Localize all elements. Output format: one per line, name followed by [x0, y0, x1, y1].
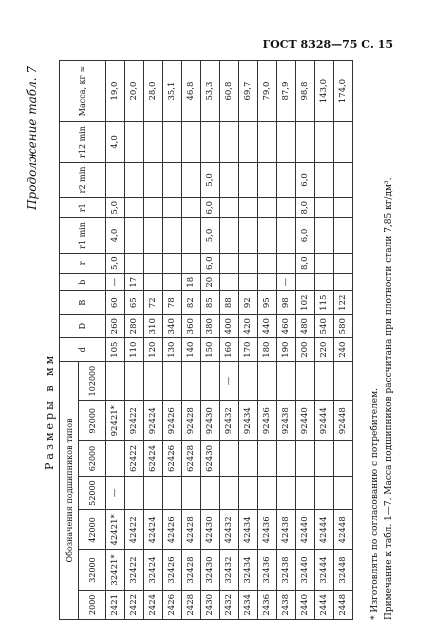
table-cell — [334, 441, 353, 476]
table-cell: 540 — [315, 314, 334, 337]
table-cell: 69,7 — [239, 61, 258, 122]
table-cell: 2424 — [144, 590, 163, 619]
table-cell: 53,3 — [201, 61, 220, 122]
table-cell: 92421* — [106, 401, 125, 441]
table-row — [315, 61, 334, 620]
table-cell — [144, 162, 163, 197]
table-cell: 240 — [334, 338, 353, 361]
table-cell — [125, 218, 144, 253]
table-cell: 32436 — [258, 550, 277, 590]
table-cell: 32438 — [277, 550, 296, 590]
table-cell — [220, 218, 239, 253]
table-cell: 180 — [258, 338, 277, 361]
table-cell: 310 — [144, 314, 163, 337]
table-cell: 2428 — [182, 590, 201, 619]
table-cell: 420 — [239, 314, 258, 337]
table-cell: 32432 — [220, 550, 239, 590]
table-cell — [201, 361, 220, 400]
table-cell: 2440 — [296, 590, 315, 619]
table-cell: 170 — [239, 338, 258, 361]
table-cell: 92448 — [334, 401, 353, 441]
table-cell — [315, 197, 334, 217]
table-cell: 62426 — [163, 441, 182, 476]
type-header: 42000 — [79, 510, 106, 550]
table-cell: 2438 — [277, 590, 296, 619]
table-cell — [334, 122, 353, 163]
table-cell — [258, 361, 277, 400]
table-cell: 4,0 — [106, 122, 125, 163]
table-cell: 5,0 — [106, 197, 125, 217]
table-cell — [334, 253, 353, 273]
table-cell — [277, 197, 296, 217]
table-cell — [334, 274, 353, 291]
table-cell — [258, 441, 277, 476]
table-cell: 92444 — [315, 401, 334, 441]
table-cell — [258, 122, 277, 163]
table-cell — [182, 122, 201, 163]
table-cell: 42436 — [258, 510, 277, 550]
table-cell: 6,0 — [201, 197, 220, 217]
table-cell: 32448 — [334, 550, 353, 590]
table-cell: — — [220, 361, 239, 400]
table-cell: 19,0 — [106, 61, 125, 122]
table-row — [182, 61, 201, 620]
table-cell: 380 — [201, 314, 220, 337]
table-cell: 92 — [239, 291, 258, 314]
table-cell: 92430 — [201, 401, 220, 441]
table-cell — [296, 361, 315, 400]
table-cell — [220, 253, 239, 273]
table-cell: 2421 — [106, 590, 125, 619]
table-cell — [182, 218, 201, 253]
table-cell: 400 — [220, 314, 239, 337]
table-cell — [144, 253, 163, 273]
table-cell — [220, 274, 239, 291]
table-cell — [315, 253, 334, 273]
table-cell: 2422 — [125, 590, 144, 619]
table-cell — [182, 162, 201, 197]
table-cell — [106, 441, 125, 476]
table-cell — [125, 197, 144, 217]
table-cell — [239, 361, 258, 400]
table-cell: 2426 — [163, 590, 182, 619]
table-cell: 85 — [201, 291, 220, 314]
table-cell: 440 — [258, 314, 277, 337]
table-cell — [220, 122, 239, 163]
table-cell: 5,0 — [106, 253, 125, 273]
table-cell: 92426 — [163, 401, 182, 441]
dim-header: r — [60, 253, 106, 273]
table-cell — [125, 476, 144, 510]
table-cell: 102 — [296, 291, 315, 314]
table-cell: 28,0 — [144, 61, 163, 122]
table-cell: 92422 — [125, 401, 144, 441]
table-cell — [182, 253, 201, 273]
notes — [368, 178, 396, 620]
dim-header: r1 min — [60, 218, 106, 253]
bearing-table — [59, 60, 353, 620]
table-cell: 260 — [106, 314, 125, 337]
table-cell — [201, 476, 220, 510]
table-cell: 87,9 — [277, 61, 296, 122]
table-cell: 2444 — [315, 590, 334, 619]
table-cell: 42428 — [182, 510, 201, 550]
table-cell — [334, 476, 353, 510]
table-row — [201, 61, 220, 620]
table-cell — [125, 361, 144, 400]
table-cell — [277, 476, 296, 510]
table-cell — [334, 197, 353, 217]
table-cell: 42426 — [163, 510, 182, 550]
table-cell — [239, 218, 258, 253]
table-cell — [239, 274, 258, 291]
table-cell — [144, 197, 163, 217]
table-cell — [296, 441, 315, 476]
table-cell: 32422 — [125, 550, 144, 590]
table-row — [163, 61, 182, 620]
table-cell: 92434 — [239, 401, 258, 441]
table-cell: 2432 — [220, 590, 239, 619]
table-cell — [163, 476, 182, 510]
table-cell: 46,8 — [182, 61, 201, 122]
table-cell: 98 — [277, 291, 296, 314]
table-cell — [220, 197, 239, 217]
table-cell: 120 — [144, 338, 163, 361]
table-cell — [239, 122, 258, 163]
table-cell — [315, 274, 334, 291]
table-cell: 62422 — [125, 441, 144, 476]
table-cell — [201, 122, 220, 163]
table-row — [106, 61, 125, 620]
table-cell: 42444 — [315, 510, 334, 550]
table-cell: 143,0 — [315, 61, 334, 122]
table-cell — [258, 197, 277, 217]
table-cell — [163, 361, 182, 400]
table-cell — [239, 476, 258, 510]
table-cell: 62430 — [201, 441, 220, 476]
table-cell: 580 — [334, 314, 353, 337]
table-row — [277, 61, 296, 620]
table-cell: 17 — [125, 274, 144, 291]
table-cell — [239, 441, 258, 476]
table-cell — [315, 122, 334, 163]
table-row — [144, 61, 163, 620]
table-cell: 72 — [144, 291, 163, 314]
table-cell: 42424 — [144, 510, 163, 550]
dim-header: B — [60, 291, 106, 314]
table-cell — [220, 476, 239, 510]
dim-header: D — [60, 314, 106, 337]
table-cell: 32426 — [163, 550, 182, 590]
table-cell: 110 — [125, 338, 144, 361]
table-cell: 42438 — [277, 510, 296, 550]
table-cell: 2434 — [239, 590, 258, 619]
table-cell: 42434 — [239, 510, 258, 550]
table-row — [220, 61, 239, 620]
table-cell — [125, 122, 144, 163]
table-cell: 8,0 — [296, 197, 315, 217]
table-cell: 92424 — [144, 401, 163, 441]
table-cell — [106, 361, 125, 400]
dim-header: r1 — [60, 197, 106, 217]
table-cell: 5,0 — [201, 218, 220, 253]
dim-header: r12 min — [60, 122, 106, 163]
table-cell: 62424 — [144, 441, 163, 476]
table-cell: 60 — [106, 291, 125, 314]
type-header: 32000 — [79, 550, 106, 590]
dim-header: b — [60, 274, 106, 291]
page-header: ГОСТ 8328—75 С. 15 — [262, 38, 393, 51]
table-cell — [296, 274, 315, 291]
table-cell: 20,0 — [125, 61, 144, 122]
table-cell: 6,0 — [201, 253, 220, 273]
table-cell: 32421* — [106, 550, 125, 590]
table-cell: 174,0 — [334, 61, 353, 122]
table-cell — [258, 218, 277, 253]
table-cell: 65 — [125, 291, 144, 314]
table-cell: 35,1 — [163, 61, 182, 122]
table-cell — [315, 476, 334, 510]
table-cell — [182, 476, 201, 510]
table-cell: 60,8 — [220, 61, 239, 122]
table-cell — [334, 361, 353, 400]
table-cell: 32434 — [239, 550, 258, 590]
type-header: 2000 — [79, 590, 106, 619]
table-cell — [277, 253, 296, 273]
table-cell: 32430 — [201, 550, 220, 590]
table-cell: 82 — [182, 291, 201, 314]
table-cell — [315, 361, 334, 400]
table-cell — [144, 274, 163, 291]
dim-header: r2 min — [60, 162, 106, 197]
type-header: 62000 — [79, 441, 106, 476]
table-cell — [163, 274, 182, 291]
table-cell — [315, 162, 334, 197]
table-cell: 42422 — [125, 510, 144, 550]
table-cell: 190 — [277, 338, 296, 361]
table-cell: 78 — [163, 291, 182, 314]
table-cell: 92432 — [220, 401, 239, 441]
table-cell — [125, 253, 144, 273]
table-cell — [163, 122, 182, 163]
table-cell: 32440 — [296, 550, 315, 590]
table-cell: 42440 — [296, 510, 315, 550]
table-cell: 280 — [125, 314, 144, 337]
table-cell — [144, 122, 163, 163]
table-cell — [315, 441, 334, 476]
table-row — [239, 61, 258, 620]
table-cell: 98,8 — [296, 61, 315, 122]
table-cell: 460 — [277, 314, 296, 337]
table-cell — [163, 162, 182, 197]
table-cell — [144, 218, 163, 253]
table-cell — [277, 122, 296, 163]
table-cell: 32424 — [144, 550, 163, 590]
table-cell: 360 — [182, 314, 201, 337]
table-cell — [239, 253, 258, 273]
table-cell: 92440 — [296, 401, 315, 441]
table-cell — [296, 476, 315, 510]
table-cell — [239, 162, 258, 197]
table-cell: 95 — [258, 291, 277, 314]
table-cell: — — [106, 476, 125, 510]
table-cell — [144, 361, 163, 400]
table-cell: 130 — [163, 338, 182, 361]
table-cell — [277, 361, 296, 400]
table-cell: 2430 — [201, 590, 220, 619]
designations-caption: Обозначения подшипников типов — [60, 361, 79, 619]
table-cell: — — [277, 274, 296, 291]
table-cell: 2448 — [334, 590, 353, 619]
table-cell — [277, 218, 296, 253]
table-cell: 92438 — [277, 401, 296, 441]
type-header: 92000 — [79, 401, 106, 441]
table-cell: 140 — [182, 338, 201, 361]
table-cell: 92436 — [258, 401, 277, 441]
table-cell: 8,0 — [296, 253, 315, 273]
table-title: Продолжение табл. 7 — [25, 66, 39, 210]
table-cell: 2436 — [258, 590, 277, 619]
sizes-caption: Размеры в мм — [43, 352, 56, 470]
table-cell — [277, 162, 296, 197]
table-cell: 160 — [220, 338, 239, 361]
table-cell: 6,0 — [296, 218, 315, 253]
table-cell: 42421* — [106, 510, 125, 550]
table-cell: 200 — [296, 338, 315, 361]
table-cell: 340 — [163, 314, 182, 337]
table-cell — [334, 162, 353, 197]
table-cell: 5,0 — [201, 162, 220, 197]
table-cell: 79,0 — [258, 61, 277, 122]
table-cell: 105 — [106, 338, 125, 361]
table-cell — [182, 361, 201, 400]
table-cell — [315, 218, 334, 253]
type-header: 52000 — [79, 476, 106, 510]
table-cell — [125, 162, 144, 197]
table-cell: 20 — [201, 274, 220, 291]
table-row — [125, 61, 144, 620]
table-cell: 62428 — [182, 441, 201, 476]
table-cell: 480 — [296, 314, 315, 337]
table-cell: 150 — [201, 338, 220, 361]
dim-header: d — [60, 338, 106, 361]
table-cell: 4,0 — [106, 218, 125, 253]
table-cell — [334, 218, 353, 253]
table-cell — [163, 253, 182, 273]
table-cell — [182, 197, 201, 217]
type-header: 102000 — [79, 361, 106, 400]
table-cell — [258, 274, 277, 291]
table-cell: 115 — [315, 291, 334, 314]
table-cell: 18 — [182, 274, 201, 291]
table-cell: 122 — [334, 291, 353, 314]
table-row — [258, 61, 277, 620]
table-cell — [220, 162, 239, 197]
footnote: * Изготовлять по согласованию с потребителем. — [370, 388, 380, 620]
remark: Примечание к табл. 1—7. Масса подшипников рассчитана при плотности стали 7,85 кг/дм³. — [384, 177, 394, 620]
table-cell: 32444 — [315, 550, 334, 590]
table-cell — [296, 122, 315, 163]
table-row — [334, 61, 353, 620]
table-cell: 42448 — [334, 510, 353, 550]
table-cell — [144, 476, 163, 510]
table-cell — [239, 197, 258, 217]
table-cell — [258, 162, 277, 197]
table-cell — [258, 476, 277, 510]
table-cell: 88 — [220, 291, 239, 314]
table-cell — [106, 162, 125, 197]
table-cell: 32428 — [182, 550, 201, 590]
rotated-table-area — [23, 60, 403, 620]
table-cell: — — [106, 274, 125, 291]
table-cell — [277, 441, 296, 476]
table-cell — [163, 218, 182, 253]
table-body — [106, 61, 353, 620]
table-cell: 42432 — [220, 510, 239, 550]
table-cell: 220 — [315, 338, 334, 361]
header-row-top — [60, 61, 79, 620]
table-cell: 6,0 — [296, 162, 315, 197]
dim-header: Масса, кг ≈ — [60, 61, 106, 122]
table-cell — [258, 253, 277, 273]
table-cell — [163, 197, 182, 217]
table-cell — [220, 441, 239, 476]
table-cell: 42430 — [201, 510, 220, 550]
table-cell: 92428 — [182, 401, 201, 441]
table-row — [296, 61, 315, 620]
